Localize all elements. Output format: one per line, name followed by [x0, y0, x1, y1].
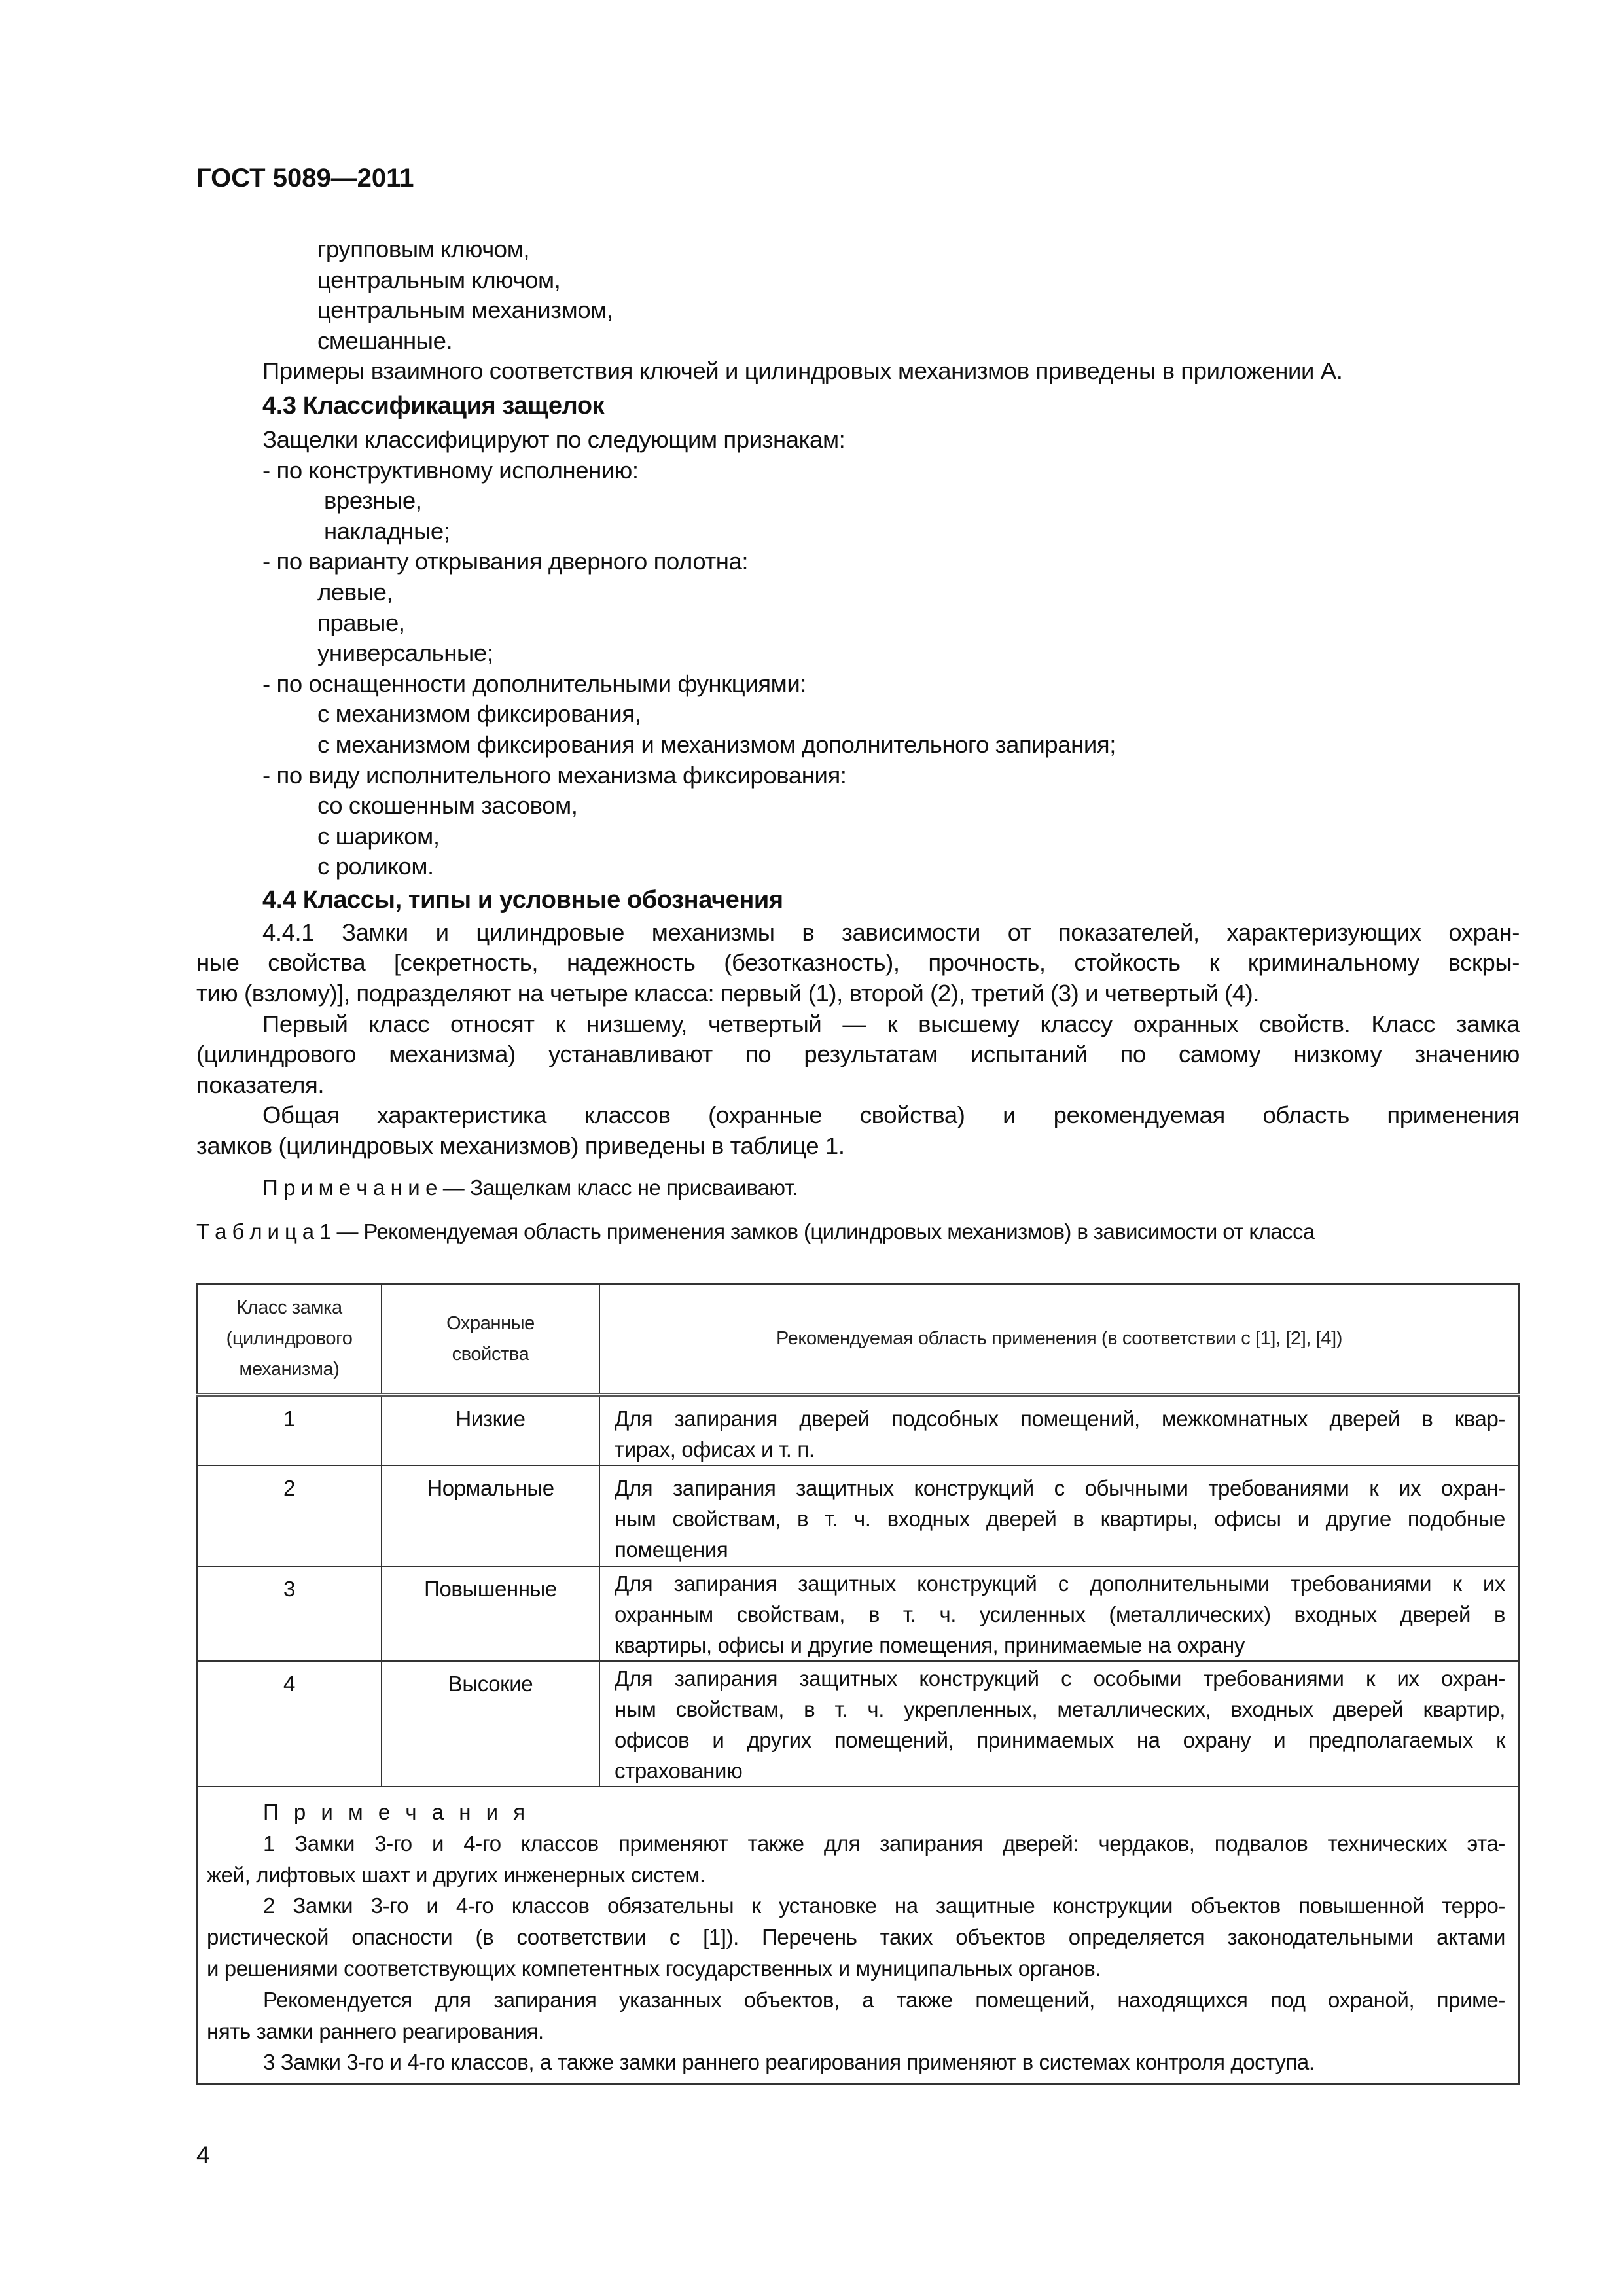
note-text: — Защелкам класс не присваивают. [437, 1175, 798, 1200]
note-line: жей, лифтовых шахт и других инженерных систем. [207, 1862, 705, 1887]
cell-line: офисов и других помещений, принимаемых на охрану и предполагаемых к [615, 1728, 1505, 1752]
note-line: и решениями соответствующих компетентных государственных и муниципальных органов. [207, 1956, 1101, 1981]
cell-class: 1 [197, 1395, 382, 1465]
group-label: - по варианту открывания дверного полотна: [262, 548, 749, 575]
list-item: накладные; [324, 517, 450, 545]
paragraph-line: 4.4.1 Замки и цилиндровые механизмы в зависимости от показателей, характеризующих охран- [262, 918, 1520, 946]
table-header-row [197, 1284, 1519, 1395]
cell-line: Для запирания защитных конструкций с дополнительными требованиями к их [615, 1571, 1505, 1596]
list-item: с механизмом фиксирования, [317, 700, 641, 728]
table-row [197, 1465, 1519, 1566]
cell-line: ным свойствам, в т. ч. входных дверей в квартиры, офисы и другие подобные [615, 1507, 1505, 1531]
list-item: центральным механизмом, [317, 296, 613, 324]
section-heading-4-4: 4.4 Классы, типы и условные обозначения [262, 886, 783, 914]
cell-class: 3 [197, 1566, 382, 1661]
cell-application [599, 1465, 1519, 1566]
cell-application [599, 1661, 1519, 1787]
cell-application [599, 1395, 1519, 1465]
list-item: групповым ключом, [317, 236, 530, 262]
cell-properties: Высокие [382, 1661, 599, 1787]
cell-class: 2 [197, 1465, 382, 1566]
cell-line: квартиры, офисы и другие помещения, принимаемые на охрану [615, 1633, 1245, 1657]
cell-line: страхованию [615, 1759, 743, 1783]
cell-line: тирах, офисах и т. п. [615, 1437, 815, 1462]
header-application: Рекомендуемая область применения (в соответствии с [1], [2], [4]) [599, 1284, 1519, 1395]
list-item: смешанные. [317, 327, 453, 354]
group-label: - по оснащенности дополнительными функциями: [262, 670, 807, 697]
note [196, 1162, 1520, 1203]
table-notes-row [197, 1787, 1519, 2084]
paragraph-line: тию (взлому)], подразделяют на четыре класса: первый (1), второй (2), третий (3) и четвертый (4). [196, 980, 1260, 1007]
class-table [196, 1283, 1520, 2085]
header-line: Класс замка [236, 1297, 342, 1318]
list-item: врезные, [324, 487, 422, 514]
list-item: центральным ключом, [317, 266, 561, 293]
list-item: со скошенным засовом, [317, 792, 578, 819]
cell-line: ным свойствам, в т. ч. укрепленных, металлических, входных дверей квартир, [615, 1697, 1505, 1721]
page-number: 4 [196, 2142, 210, 2168]
group-label: - по виду исполнительного механизма фиксирования: [262, 761, 847, 789]
table-row [197, 1566, 1519, 1661]
header-properties [382, 1284, 599, 1395]
cell-properties: Повышенные [382, 1566, 599, 1661]
list-item: с роликом. [317, 853, 434, 880]
table-caption-label: Т а б л и ц а 1 [196, 1219, 331, 1244]
cell-properties: Нормальные [382, 1465, 599, 1566]
cell-class: 4 [197, 1661, 382, 1787]
document-header: ГОСТ 5089—2011 [196, 164, 414, 192]
note-line: 2 Замки 3-го и 4-го классов обязательны к установке на защитные конструкции объектов повышенной терро- [263, 1893, 1505, 1918]
header-class [197, 1284, 382, 1395]
list-item: правые, [317, 609, 405, 636]
paragraph-line: Общая характеристика классов (охранные свойства) и рекомендуемая область применения [262, 1102, 1520, 1129]
list-item: с шариком, [317, 822, 440, 850]
paragraph-line: Примеры взаимного соответствия ключей и цилиндровых механизмов приведены в приложении А. [262, 357, 1343, 385]
paragraph-line: показателя. [196, 1071, 325, 1098]
paragraph-line: ные свойства [секретность, надежность (безотказность), прочность, стойкость к криминальному вскры- [196, 949, 1520, 977]
note-line: 3 Замки 3-го и 4-го классов, а также замки раннего реагирования применяют в системах контроля доступа. [263, 2050, 1315, 2075]
cell-properties: Низкие [382, 1395, 599, 1465]
header-line: Охранные [446, 1312, 535, 1334]
notes-label: П р и м е ч а н и я [263, 1800, 530, 1824]
group-label: - по конструктивному исполнению: [262, 456, 639, 484]
note-line: нять замки раннего реагирования. [207, 2018, 544, 2043]
paragraph-line: Защелки классифицируют по следующим признакам: [262, 425, 846, 453]
note-label: П р и м е ч а н и е [262, 1175, 438, 1200]
cell-line: охранным свойствам, в т. ч. усиленных (металлических) входных дверей в [615, 1602, 1505, 1626]
section-heading-4-3: 4.3 Классификация защелок [262, 391, 605, 420]
table-notes [197, 1787, 1519, 2084]
note-line: Рекомендуется для запирания указанных объектов, а также помещений, находящихся под охраной, приме- [263, 1987, 1505, 2012]
cell-application [599, 1566, 1519, 1661]
cell-line: Для запирания дверей подсобных помещений, межкомнатных дверей в квар- [615, 1407, 1505, 1431]
header-line: свойства [452, 1343, 529, 1365]
table-row [197, 1395, 1519, 1465]
paragraph-line: Первый класс относят к низшему, четвертый — к высшему классу охранных свойств. Класс замка [262, 1010, 1520, 1037]
table-caption-text: — Рекомендуемая область применения замков (цилиндровых механизмов) в зависимости от класса [330, 1219, 1315, 1244]
paragraph-line: замков (цилиндровых механизмов) приведены в таблице 1. [196, 1132, 845, 1160]
paragraph-line: (цилиндрового механизма) устанавливают по результатам испытаний по самому низкому значению [196, 1041, 1520, 1068]
list-item: универсальные; [317, 639, 493, 667]
table-row [197, 1661, 1519, 1787]
cell-line: Для запирания защитных конструкций с обычными требованиями к их охран- [615, 1476, 1505, 1500]
document-body [196, 234, 1520, 1250]
header-line: механизма) [239, 1359, 340, 1380]
header-line: (цилиндрового [226, 1328, 353, 1349]
list-item: левые, [317, 578, 393, 605]
note-line: 1 Замки 3-го и 4-го классов применяют также для запирания дверей: чердаков, подвалов технических эта- [263, 1831, 1505, 1856]
list-item: с механизмом фиксирования и механизмом дополнительного запирания; [317, 730, 1116, 758]
note-line: ристической опасности (в соответствии с [1]). Перечень таких объектов определяется законодательными актами [207, 1925, 1505, 1950]
cell-line: Для запирания защитных конструкций с особыми требованиями к их охран- [615, 1666, 1505, 1691]
table-caption [196, 1203, 1520, 1250]
cell-line: помещения [615, 1537, 728, 1562]
